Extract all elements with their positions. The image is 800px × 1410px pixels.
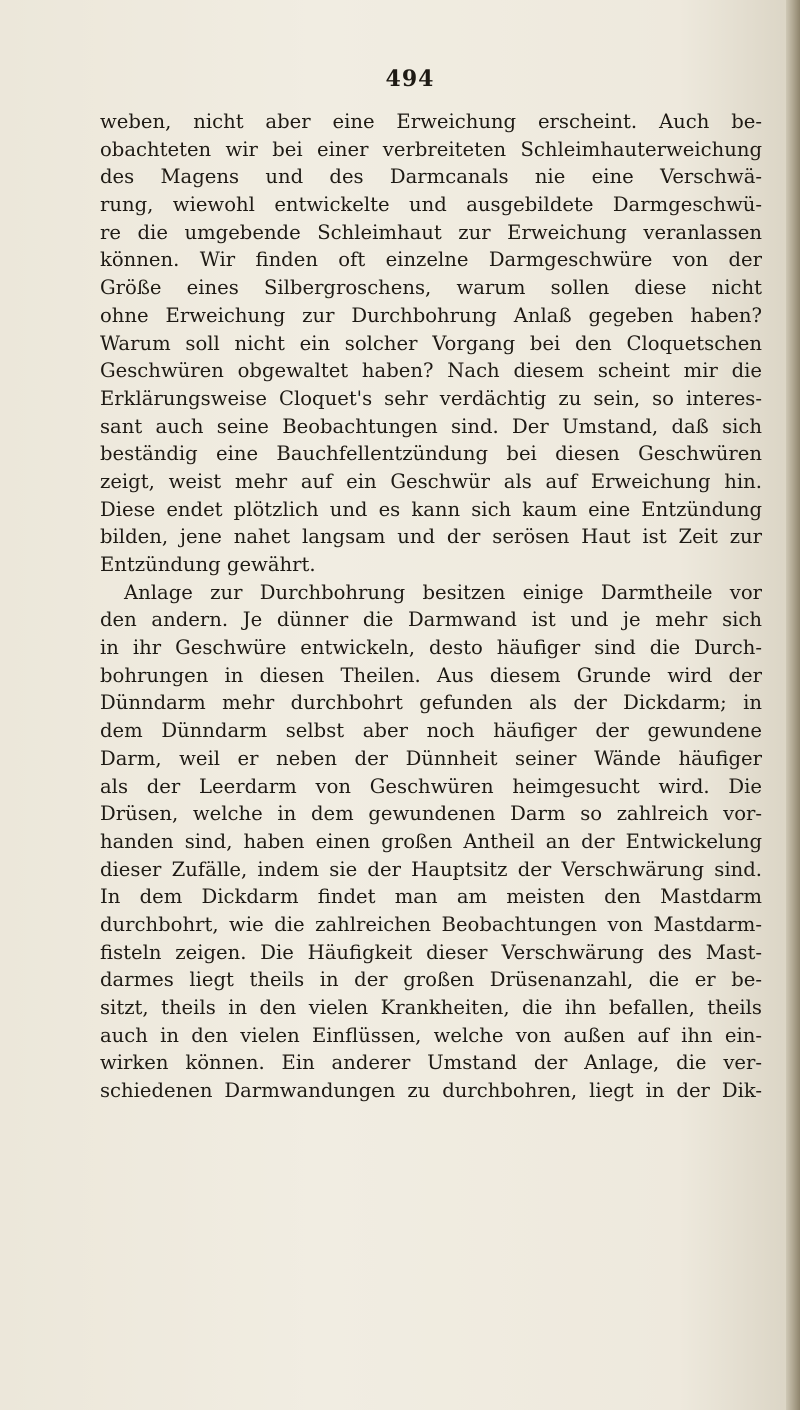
text-line: sitzt, theils in den vielen Krankheiten, die ihn befallen, theils — [100, 996, 762, 1019]
text-line: des Magens und des Darmcanals nie eine Verschwä- — [100, 165, 762, 189]
text-line: re die umgebende Schleimhaut zur Erweichung veranlassen — [100, 220, 762, 244]
text-line: In dem Dickdarm findet man am meisten den Mastdarm — [100, 885, 762, 909]
paragraph-start-line: Anlage zur Durchbohrung besitzen einige Darmtheile vor — [124, 580, 762, 604]
text-line: als der Leerdarm von Geschwüren heimgesucht wird. Die — [100, 774, 762, 798]
text-line: Drüsen, welche in dem gewundenen Darm so zahlreich vor- — [100, 802, 762, 826]
page-number: 494 — [385, 66, 435, 92]
text-line: weben, nicht aber eine Erweichung erscheint. Auch be- — [100, 110, 762, 133]
text-line: dieser Zufälle, indem sie der Hauptsitz der Verschwärung sind. — [100, 857, 762, 881]
text-line: zeigt, weist mehr auf ein Geschwür als auf Erweichung hin. — [100, 469, 762, 493]
page-edge — [786, 0, 800, 1410]
text-line: bohrungen in diesen Theilen. Aus diesem Grunde wird der — [100, 663, 762, 687]
text-line: darmes liegt theils in der großen Drüsenanzahl, die er be- — [100, 968, 762, 992]
text-line: beständig eine Bauchfellentzündung bei diesen Geschwüren — [100, 442, 762, 466]
text-line: Diese endet plötzlich und es kann sich kaum eine Entzündung — [100, 497, 762, 521]
text-line: bilden, jene nahet langsam und der serösen Haut ist Zeit zur — [100, 525, 762, 549]
text-line: Erklärungsweise Cloquet's sehr verdächtig zu sein, so interes- — [100, 386, 762, 410]
text-body — [100, 108, 762, 1105]
text-line: Geschwüren obgewaltet haben? Nach diesem scheint mir die — [100, 359, 762, 383]
text-line: den andern. Je dünner die Darmwand ist und je mehr sich — [100, 608, 762, 632]
text-line: wirken können. Ein anderer Umstand der Anlage, die ver- — [100, 1051, 762, 1075]
paragraph-end-line: Entzündung gewährt. — [100, 553, 316, 576]
text-line: durchbohrt, wie die zahlreichen Beobachtungen von Mastdarm- — [100, 912, 762, 936]
text-line: Darm, weil er neben der Dünnheit seiner Wände häufiger — [100, 746, 762, 770]
text-line: sant auch seine Beobachtungen sind. Der Umstand, daß sich — [100, 414, 762, 438]
text-line: handen sind, haben einen großen Antheil an der Entwickelung — [100, 829, 762, 853]
text-line: Warum soll nicht ein solcher Vorgang bei den Cloquetschen — [100, 331, 762, 355]
text-line: Dünndarm mehr durchbohrt gefunden als der Dickdarm; in — [100, 691, 762, 715]
text-line: obachteten wir bei einer verbreiteten Schleimhauterweichung — [100, 137, 762, 161]
text-line: fisteln zeigen. Die Häufigkeit dieser Verschwärung des Mast- — [100, 940, 762, 964]
text-line: dem Dünndarm selbst aber noch häufiger der gewundene — [100, 719, 762, 743]
text-line: Größe eines Silbergroschens, warum sollen diese nicht — [100, 276, 762, 300]
text-line: schiedenen Darmwandungen zu durchbohren, liegt in der Dik- — [100, 1079, 762, 1103]
text-line: rung, wiewohl entwickelte und ausgebildete Darmgeschwü- — [100, 193, 762, 217]
text-line: können. Wir finden oft einzelne Darmgeschwüre von der — [100, 248, 762, 272]
text-line: in ihr Geschwüre entwickeln, desto häufiger sind die Durch- — [100, 636, 762, 660]
text-line: ohne Erweichung zur Durchbohrung Anlaß gegeben haben? — [100, 303, 762, 327]
text-line: auch in den vielen Einflüssen, welche von außen auf ihn ein- — [100, 1023, 762, 1047]
